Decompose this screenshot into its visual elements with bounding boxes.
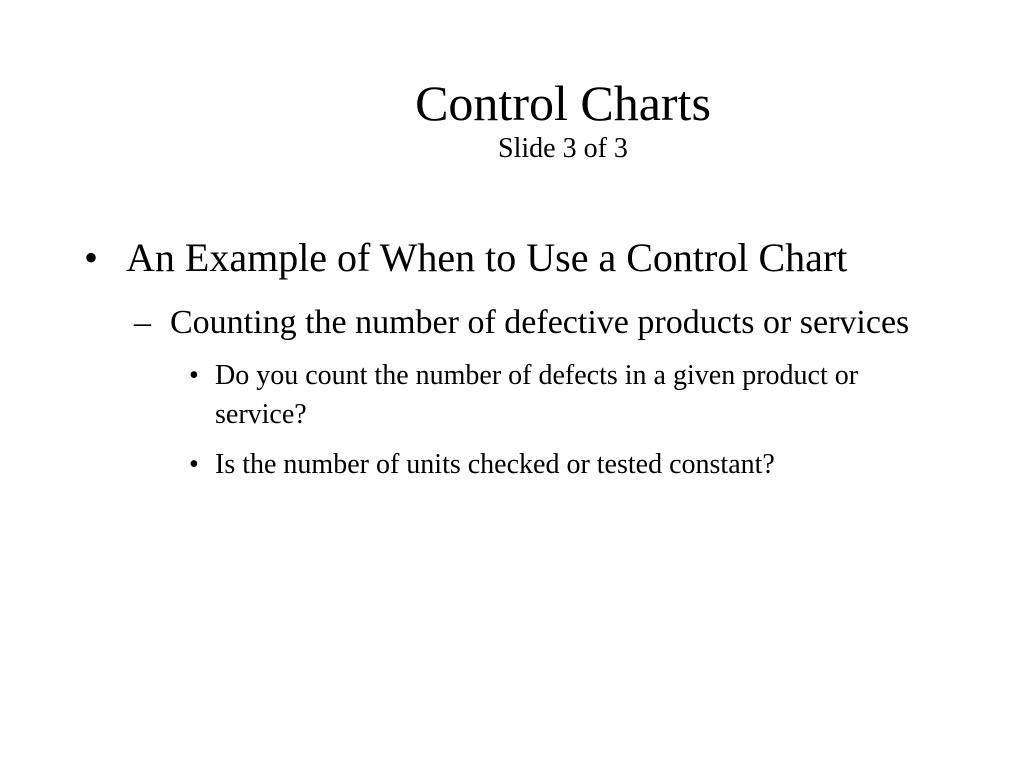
bullet-level-3 xyxy=(170,445,942,484)
title-block xyxy=(100,74,1024,166)
slide-title: Control Charts xyxy=(415,75,711,131)
bullet-marker: • xyxy=(189,360,199,391)
sub-bullet-text: Counting the number of defective products or services xyxy=(170,304,910,341)
slide-content xyxy=(82,232,942,484)
dash-marker: – xyxy=(134,304,151,341)
bullet-marker: • xyxy=(84,235,99,280)
bullet-level-1 xyxy=(82,232,942,284)
slide-subtitle: Slide 3 of 3 xyxy=(498,133,628,164)
question-text: Do you count the number of defects in a given product or service? xyxy=(215,360,859,430)
bullet-level-3 xyxy=(170,356,942,434)
question-text: Is the number of units checked or tested constant? xyxy=(215,449,775,480)
bullet-marker: • xyxy=(189,449,199,480)
bullet-level-2 xyxy=(126,302,942,344)
bullet-text: An Example of When to Use a Control Chart xyxy=(126,235,848,280)
